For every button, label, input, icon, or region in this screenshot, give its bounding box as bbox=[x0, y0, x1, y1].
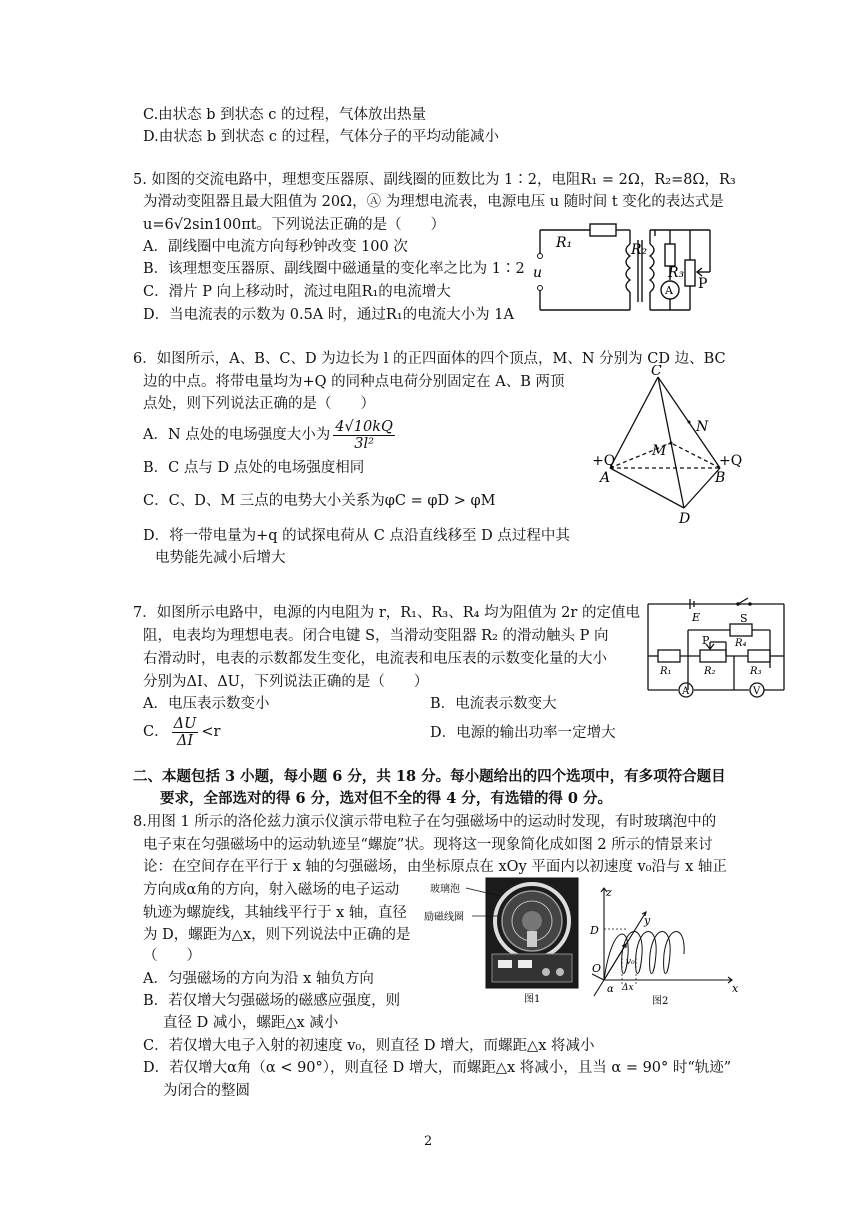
q7-option-c-prefix: C． bbox=[143, 724, 169, 740]
q8-figure-1 bbox=[420, 876, 580, 1006]
q7-voltmeter-label: V bbox=[753, 686, 761, 697]
q6-label-b: B bbox=[715, 470, 726, 486]
q7-label-s: S bbox=[740, 612, 748, 625]
q7-label-p: P bbox=[702, 634, 710, 647]
q6-label-charge-a: +Q bbox=[592, 453, 616, 469]
q7-ammeter-label: A bbox=[682, 686, 690, 697]
q7-label-e: E bbox=[692, 611, 701, 624]
q6-label-m: M bbox=[652, 443, 667, 459]
q6-option-c: C．C、D、M 三点的电势大小关系为φC = φD > φM bbox=[143, 493, 496, 509]
q7-option-a: A．电压表示数变小 bbox=[143, 696, 270, 712]
q5-stem-2: 为滑动变阻器且最大阻值为 20Ω，Ⓐ 为理想电流表，电源电压 u 随时间 t 变化的表达式是 bbox=[143, 194, 724, 210]
q8-fig2-caption: 图2 bbox=[652, 996, 669, 1006]
q5-label-r3: R₃ bbox=[668, 265, 685, 281]
q8-stem-4: 方向成α角的方向，射入磁场的电子运动 bbox=[143, 882, 400, 898]
q7-stem-3: 右滑动时，电表的示数都发生变化，电流表和电压表的示数变化量的大小 bbox=[143, 651, 607, 667]
q8-fig2-d-label: D bbox=[590, 924, 599, 937]
q5-label-r2: R₂ bbox=[631, 242, 648, 258]
q5-option-d: D．当电流表的示数为 0.5A 时，通过R₁的电流大小为 1A bbox=[143, 307, 514, 323]
q7-stem-2: 阻，电表均为理想电表。闭合电键 S，当滑动变阻器 R₂ 的滑动触头 P 向 bbox=[143, 628, 609, 644]
q6-label-a: A bbox=[600, 470, 611, 486]
q6-label-n: N bbox=[696, 419, 709, 435]
q8-fig2-alpha-label: α bbox=[607, 984, 614, 995]
q8-stem-3: 论：在空间存在平行于 x 轴的匀强磁场，由坐标原点在 xOy 平面内以初速度 v₀沿与 x 轴正 bbox=[143, 859, 727, 875]
q6-option-b: B．C 点与 D 点处的电场强度相同 bbox=[143, 460, 365, 476]
q8-fig2-dx-label: Δx bbox=[622, 983, 634, 993]
q7-option-c bbox=[143, 715, 220, 749]
q7-label-r2: R₂ bbox=[704, 666, 716, 677]
q5-option-c: C．滑片 P 向上移动时，流过电阻R₁的电流增大 bbox=[143, 284, 451, 300]
q6-stem-2: 边的中点。将带电量均为+Q 的同种点电荷分别固定在 A、B 两顶 bbox=[143, 374, 565, 390]
q8-option-d-1: D．若仅增大α角（α < 90°），则直径 D 增大，而螺距△x 将减小，且当 α = 90° 时“轨迹” bbox=[143, 1060, 732, 1076]
q8-figure-2 bbox=[582, 884, 742, 1006]
q5-option-b: B．该理想变压器原、副线圈中磁通量的变化率之比为 1∶2 bbox=[143, 261, 525, 277]
q5-ammeter-label: A bbox=[665, 284, 673, 297]
q8-fig2-o-label: O bbox=[592, 962, 602, 975]
q8-stem-5: 轨迹为螺旋线，其轴线平行于 x 轴，直径 bbox=[143, 905, 407, 921]
section-2-heading-1: 二、本题包括 3 小题，每小题 6 分，共 18 分。每小题给出的四个选项中，有多项符合题目 bbox=[133, 768, 726, 785]
q6-option-d-1: D．将一带电量为+q 的试探电荷从 C 点沿直线移至 D 点过程中其 bbox=[143, 528, 570, 544]
q6-option-a bbox=[143, 418, 398, 452]
q8-fig2-x-label: x bbox=[732, 982, 739, 995]
q7-label-r3: R₃ bbox=[750, 666, 762, 677]
q8-option-b-2: 直径 D 减小，螺距△x 减小 bbox=[163, 1015, 339, 1031]
q5-option-a: A．副线圈中电流方向每秒钟改变 100 次 bbox=[143, 239, 408, 255]
q4-option-c: C.由状态 b 到状态 c 的过程，气体放出热量 bbox=[143, 107, 427, 123]
q8-stem-1: 8.用图 1 所示的洛伦兹力演示仪演示带电粒子在匀强磁场中的运动时发现，有时玻璃泡中的 bbox=[133, 814, 717, 830]
q6-option-d-2: 电势能先减小后增大 bbox=[155, 550, 286, 566]
q5-stem-1: 5. 如图的交流电路中，理想变压器原、副线圈的匝数比为 1∶2，电阻R₁ = 2Ω，R₂=8Ω，R₃ bbox=[133, 172, 736, 188]
q7-option-c-denominator: ΔI bbox=[176, 732, 194, 749]
q7-option-c-numerator: ΔU bbox=[173, 715, 197, 732]
q8-fig2-y-label: y bbox=[644, 914, 651, 927]
q8-option-b-1: B．若仅增大匀强磁场的磁感应强度，则 bbox=[143, 993, 401, 1009]
q5-circuit-diagram bbox=[530, 222, 730, 322]
q6-label-charge-b: +Q bbox=[719, 453, 743, 469]
q8-fig2-v0-label: v₀ bbox=[626, 957, 635, 967]
q6-option-a-denominator: 3l² bbox=[354, 435, 374, 452]
q5-label-p: P bbox=[698, 276, 708, 292]
q6-option-a-text: A．N 点处的电场强度大小为 bbox=[143, 427, 331, 443]
q6-label-c: C bbox=[651, 365, 662, 379]
q7-option-c-suffix: <r bbox=[201, 724, 221, 740]
q8-option-d-2: 为闭合的整圆 bbox=[163, 1083, 250, 1099]
q8-fig2-z-label: z bbox=[606, 886, 612, 899]
q6-label-d: D bbox=[679, 511, 691, 525]
q8-stem-2: 电子束在匀强磁场中的运动轨迹呈“螺旋”状。现将这一现象简化成如图 2 所示的情景来讨 bbox=[143, 837, 713, 853]
q8-stem-6: 为 D，螺距为△x，则下列说法中正确的是 bbox=[143, 927, 411, 943]
q6-option-a-numerator: 4√10kQ bbox=[335, 418, 393, 435]
section-2-heading-2: 要求，全部选对的得 6 分，选对但不全的得 4 分，有选错的得 0 分。 bbox=[160, 790, 613, 807]
page-number: 2 bbox=[424, 1134, 433, 1149]
q6-stem-3: 点处，则下列说法正确的是（ ） bbox=[143, 396, 375, 412]
q8-fig1-caption: 图1 bbox=[524, 994, 541, 1005]
q6-tetrahedron-diagram bbox=[588, 365, 748, 525]
q8-fig1-coil-label: 励磁线圈 bbox=[424, 912, 464, 923]
q5-stem-3: u=6√2sin100πt。下列说法正确的是（ ） bbox=[143, 217, 446, 233]
q7-label-r4: R₄ bbox=[735, 638, 747, 649]
q7-circuit-diagram bbox=[644, 596, 790, 706]
q8-fig1-glass-label: 玻璃泡 bbox=[430, 884, 460, 895]
q7-stem-4: 分别为ΔI、ΔU，下列说法正确的是（ ） bbox=[143, 674, 429, 690]
q7-stem-1: 7．如图所示电路中，电源的内电阻为 r，R₁、R₃、R₄ 均为阻值为 2r 的定值电 bbox=[133, 605, 640, 621]
q5-label-u: u bbox=[533, 265, 543, 281]
q5-label-r1: R₁ bbox=[556, 235, 573, 251]
q8-stem-7: （ ） bbox=[143, 948, 201, 964]
q6-stem-1: 6．如图所示，A、B、C、D 为边长为 l 的正四面体的四个顶点，M、N 分别为 CD 边、BC bbox=[133, 351, 726, 367]
q7-label-r1: R₁ bbox=[660, 666, 672, 677]
q7-option-b: B．电流表示数变大 bbox=[430, 696, 557, 712]
q4-option-d: D.由状态 b 到状态 c 的过程，气体分子的平均动能减小 bbox=[143, 129, 500, 145]
q7-option-d: D．电源的输出功率一定增大 bbox=[430, 725, 616, 741]
q8-option-c: C．若仅增大电子入射的初速度 v₀，则直径 D 增大，而螺距△x 将减小 bbox=[143, 1038, 595, 1054]
lorentz-apparatus-photo bbox=[486, 878, 578, 988]
q8-option-a: A．匀强磁场的方向为沿 x 轴负方向 bbox=[143, 971, 374, 987]
